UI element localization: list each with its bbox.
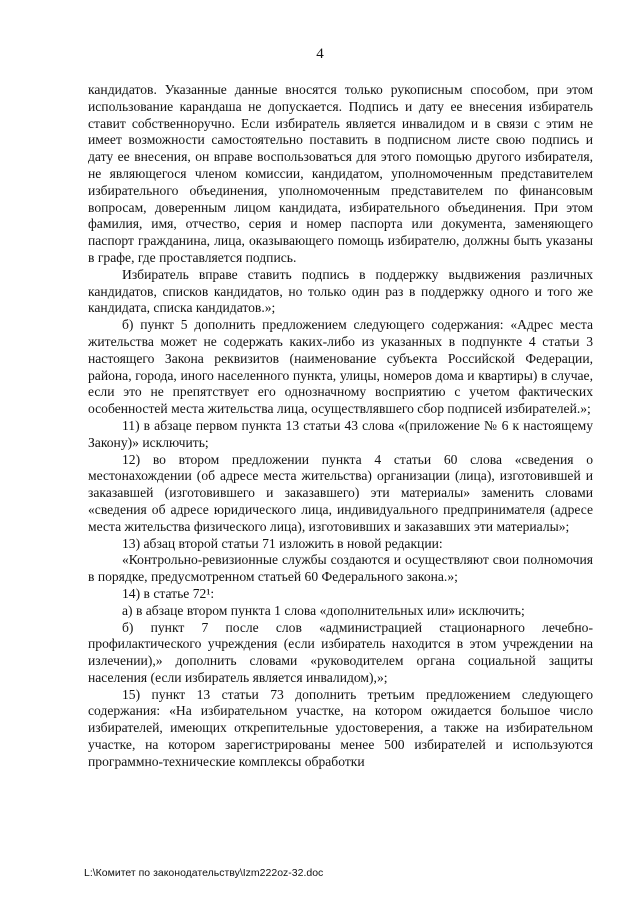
paragraph: 11) в абзаце первом пункта 13 статьи 43 слова «(приложение № 6 к настоящему Закону)» исключить; [88, 417, 593, 450]
paragraph: б) пункт 5 дополнить предложением следующего содержания: «Адрес места жительства может не содержать каких-либо из указанных в подпункте 4 статьи 3 настоящего Закона реквизитов (наименование субъекта Российской Федерации, района, города, иного населенного пункта, улицы, номеров дома и квартиры) в случае, если это не препятствует его однозначному восприятию с учетом фактических особенностей места жительства лица, осуществлявшего сбор подписей избирателей.»; [88, 317, 593, 417]
paragraph: «Контрольно-ревизионные службы создаются и осуществляют свои полномочия в порядке, предусмотренном статьей 60 Федерального закона.»; [88, 552, 593, 585]
document-body [88, 82, 593, 771]
paragraph: 12) во втором предложении пункта 4 статьи 60 слова «сведения о местонахождении (об адресе места жительства) организации (лица), изготовившей и заказавшей (изготовившего и заказавшего) эти материалы» заменить словами «сведения об адресе юридического лица, индивидуального предпринимателя (адресе места жительства физического лица), изготовивших и заказавших эти материалы»; [88, 451, 593, 534]
paragraph: а) в абзаце втором пункта 1 слова «дополнительных или» исключить; [122, 602, 525, 618]
paragraph: 14) в статье 72¹: [122, 585, 215, 601]
paragraph: Избиратель вправе ставить подпись в поддержку выдвижения различных кандидатов, списков кандидатов, но только один раз в поддержку одного и того же кандидата, списка кандидатов.»; [88, 266, 593, 316]
paragraph: б) пункт 7 после слов «администрацией стационарного лечебно-профилактического учреждения (если избиратель находится в этом учреждении на излечении),» дополнить словами «руководителем органа социальной защиты населения (если избиратель является инвалидом),»; [88, 619, 593, 685]
paragraph: кандидатов. Указанные данные вносятся только рукописным способом, при этом использование карандаша не допускается. Подпись и дату ее внесения избиратель ставит собственноручно. Если избиратель является инвалидом и в связи с этим не имеет возможности самостоятельно поставить в подписном листе свою подпись и дату ее внесения, он вправе воспользоваться для этого помощью другого избирателя, не являющегося членом комиссии, кандидатом, уполномоченным представителем избирательного объединения, уполномоченным представителем по финансовым вопросам, доверенным лицом кандидата, избирательного объединения. При этом фамилия, имя, отчество, серия и номер паспорта или документа, заменяющего паспорт гражданина, лица, оказывающего помощь избирателю, должны быть указаны в графе, где проставляется подпись. [88, 82, 593, 265]
paragraph: 13) абзац второй статьи 71 изложить в новой редакции: [122, 535, 443, 551]
paragraph: 15) пункт 13 статьи 73 дополнить третьим предложением следующего содержания: «На избирательном участке, на котором ожидается большое число избирателей, имеющих открепительные удостоверения, а также на избирательном участке, на котором зарегистрированы менее 500 избирателей и используются программно-технические комплексы обработки [88, 686, 593, 769]
page-number: 4 [316, 46, 324, 62]
file-path-footer: L:\Комитет по законодательству\Izm222oz-32.doc [84, 867, 324, 879]
